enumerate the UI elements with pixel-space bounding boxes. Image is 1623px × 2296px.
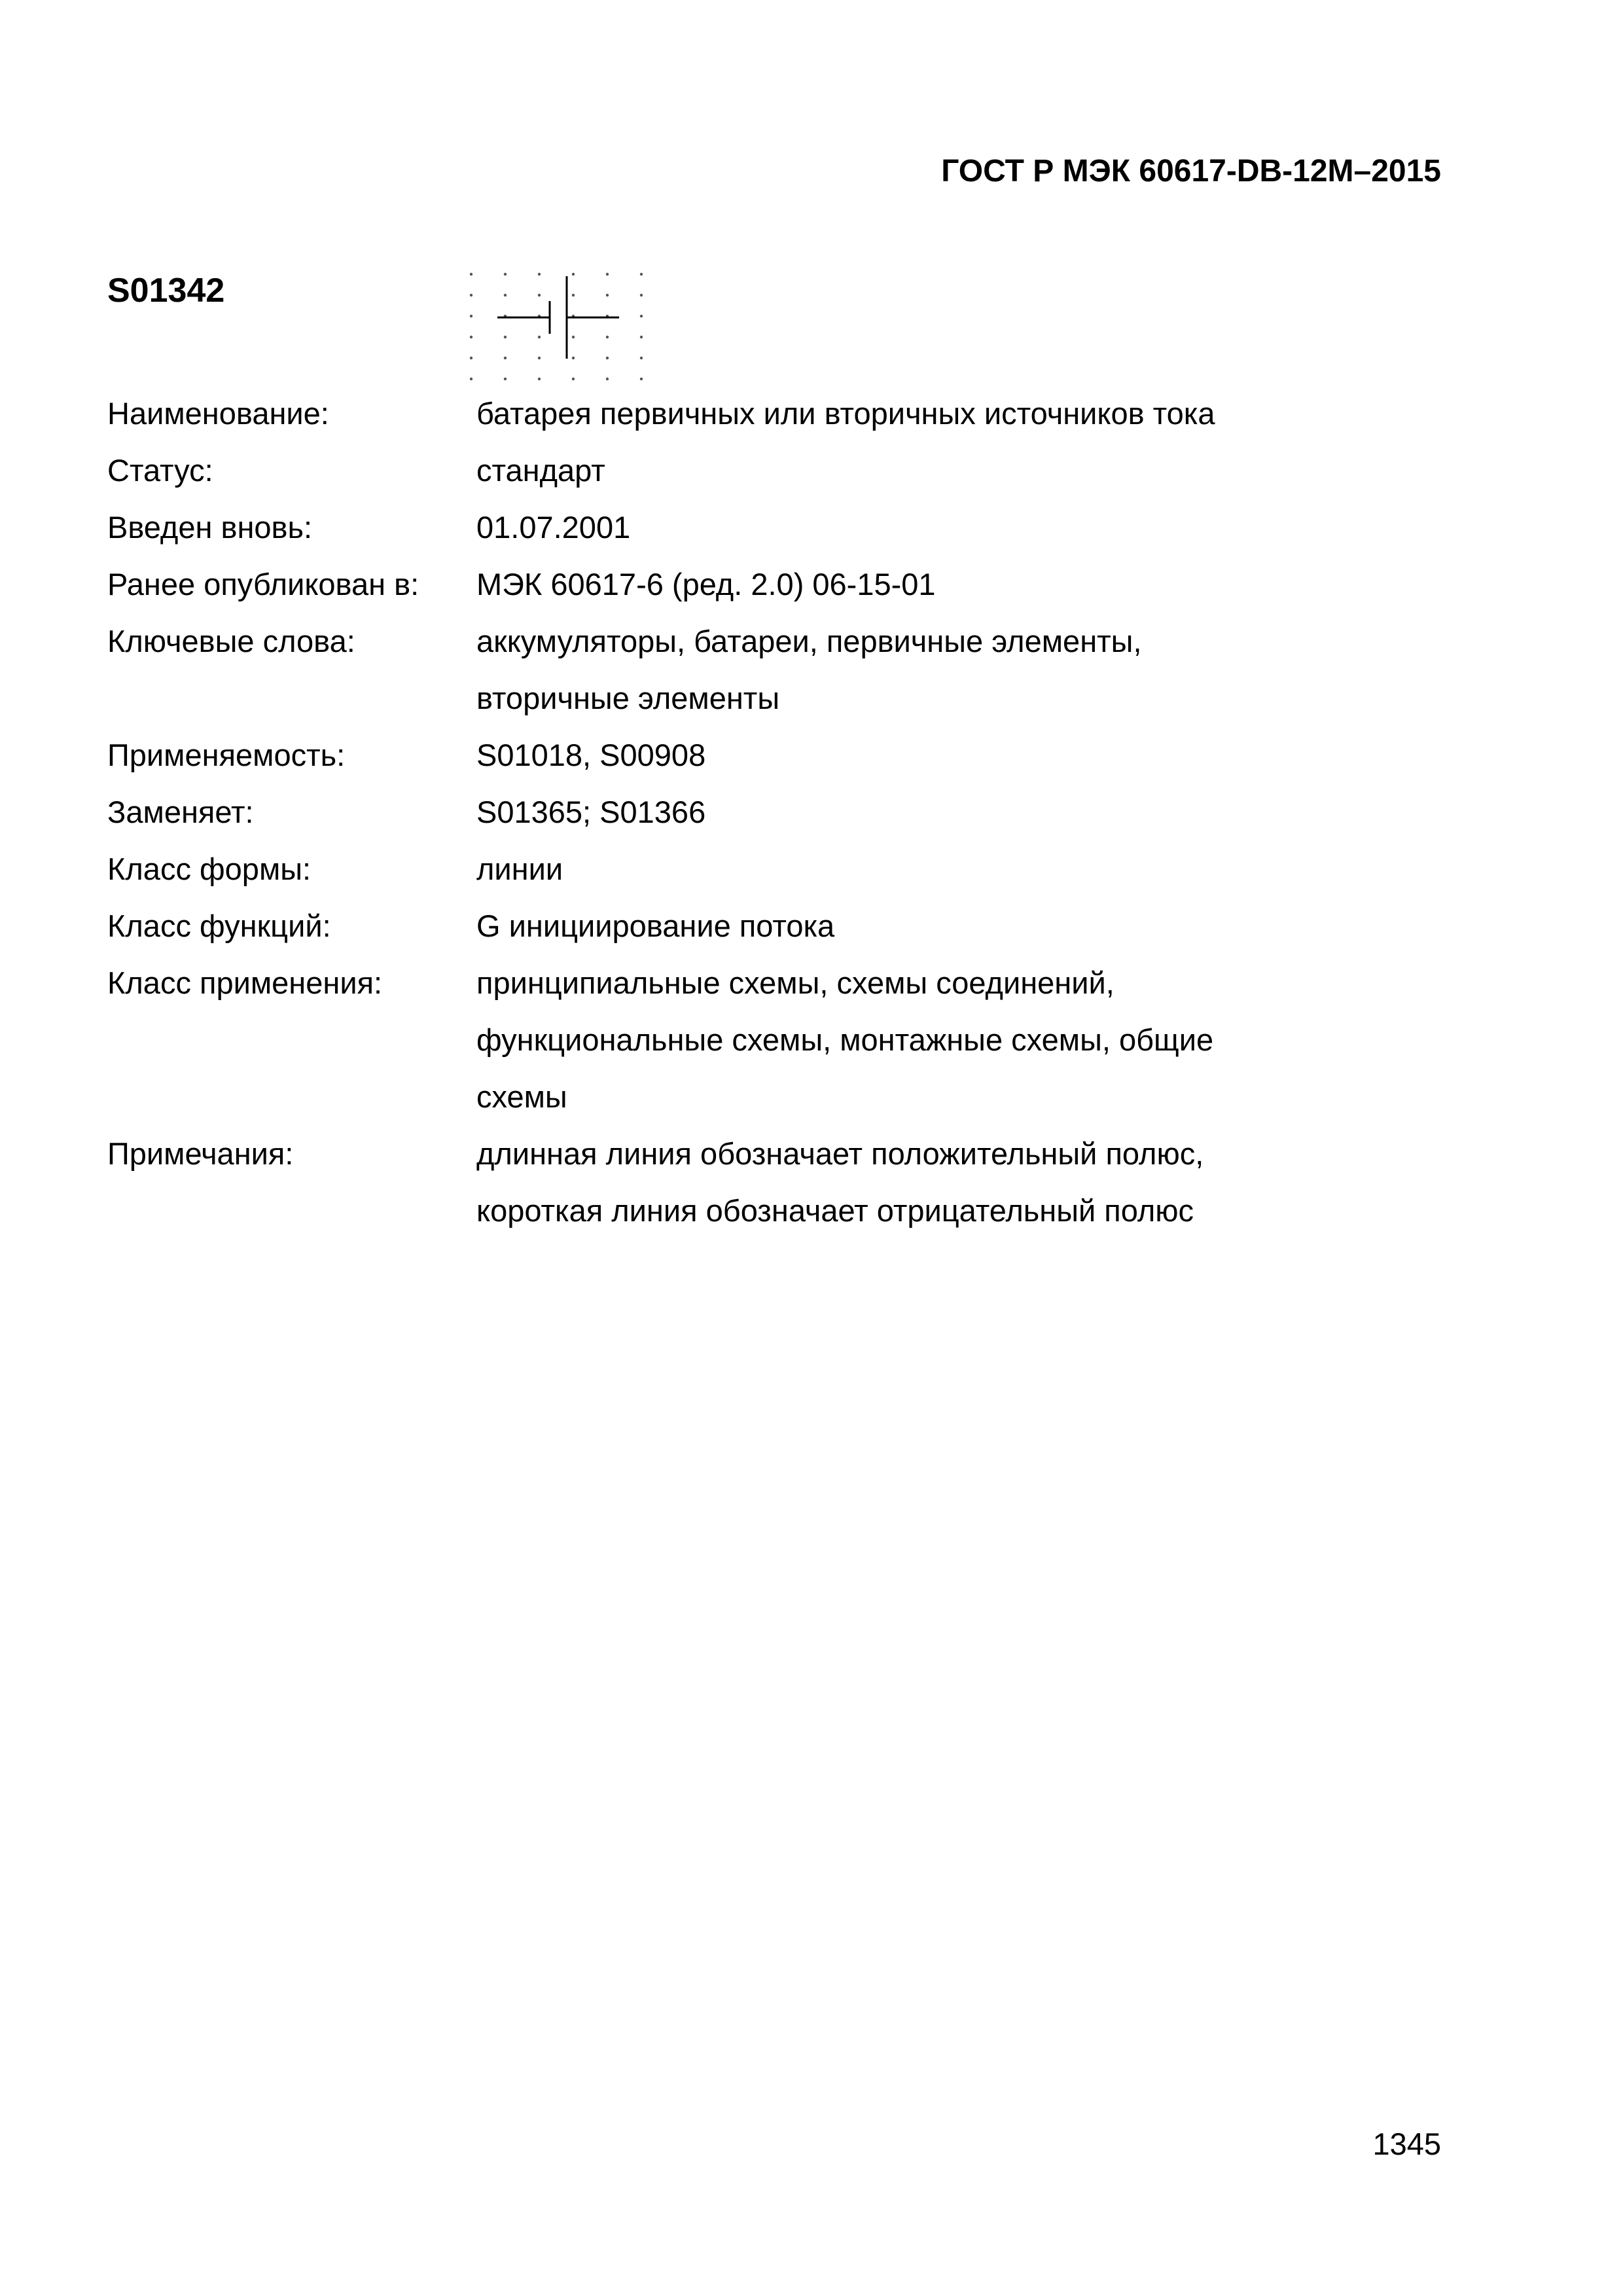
- property-row: [107, 499, 1482, 556]
- grid-dot: [538, 294, 541, 296]
- property-value-line: функциональные схемы, монтажные схемы, общие: [476, 1022, 1214, 1057]
- property-row: [107, 783, 1482, 840]
- property-value-line: линии: [476, 852, 563, 886]
- grid-dot: [470, 357, 473, 359]
- grid-dot: [538, 378, 541, 380]
- battery-symbol-strokes: [497, 276, 619, 359]
- grid-dot: [640, 294, 643, 296]
- property-value-line: МЭК 60617-6 (ред. 2.0) 06-15-01: [476, 567, 936, 601]
- property-value-line: длинная линия обозначает положительный полюс,: [476, 1136, 1204, 1171]
- property-value-line: схемы: [476, 1079, 567, 1114]
- grid-dot: [504, 357, 507, 359]
- property-value-line: батарея первичных или вторичных источников тока: [476, 396, 1215, 431]
- property-label: Введен вновь:: [107, 510, 313, 545]
- grid-dot: [606, 336, 609, 338]
- property-value-line: короткая линия обозначает отрицательный полюс: [476, 1193, 1194, 1228]
- grid-dot: [470, 273, 473, 276]
- grid-dot: [470, 378, 473, 380]
- grid-dot: [504, 378, 507, 380]
- grid-dot: [640, 273, 643, 276]
- grid-dot: [606, 294, 609, 296]
- property-label: Класс функций:: [107, 908, 331, 943]
- grid-dot: [640, 336, 643, 338]
- property-value-line: G инициирование потока: [476, 908, 835, 943]
- property-label: Ключевые слова:: [107, 624, 355, 658]
- grid-dot: [538, 357, 541, 359]
- property-row: [107, 897, 1482, 954]
- property-label: Примечания:: [107, 1136, 294, 1171]
- grid-dot: [504, 273, 507, 276]
- symbol-properties: [107, 385, 1482, 1239]
- property-value-line: принципиальные схемы, схемы соединений,: [476, 965, 1115, 1000]
- property-label: Статус:: [107, 453, 213, 488]
- property-value: [476, 1125, 1482, 1239]
- property-label: Применяемость:: [107, 738, 346, 772]
- property-label: Класс применения:: [107, 965, 383, 1000]
- symbol-grid-dots: [470, 273, 643, 380]
- grid-dot: [572, 294, 575, 296]
- property-value: [476, 726, 1482, 783]
- grid-dot: [572, 273, 575, 276]
- property-value: [476, 897, 1482, 954]
- grid-dot: [504, 336, 507, 338]
- property-row: [107, 954, 1482, 1125]
- property-value: [476, 613, 1482, 726]
- grid-dot: [538, 336, 541, 338]
- grid-dot: [640, 357, 643, 359]
- property-label: Класс формы:: [107, 852, 312, 886]
- property-label: Наименование:: [107, 396, 329, 431]
- property-value-line: S01365; S01366: [476, 795, 706, 829]
- grid-dot: [504, 294, 507, 296]
- grid-dot: [606, 357, 609, 359]
- property-label: Заменяет:: [107, 795, 254, 829]
- property-row: [107, 613, 1482, 726]
- grid-dot: [606, 273, 609, 276]
- property-value-line: стандарт: [476, 453, 605, 488]
- property-row: [107, 385, 1482, 442]
- property-row: [107, 1125, 1482, 1239]
- property-value: [476, 783, 1482, 840]
- grid-dot: [606, 378, 609, 380]
- grid-dot: [538, 273, 541, 276]
- property-value: [476, 385, 1482, 442]
- property-row: [107, 442, 1482, 499]
- symbol-id: S01342: [107, 272, 225, 310]
- grid-dot: [470, 315, 473, 317]
- property-value: [476, 499, 1482, 556]
- grid-dot: [640, 378, 643, 380]
- standard-code: ГОСТ Р МЭК 60617-DB-12M–2015: [941, 154, 1441, 188]
- property-value-line: аккумуляторы, батареи, первичные элементы,: [476, 624, 1142, 658]
- property-row: [107, 556, 1482, 613]
- battery-symbol-icon: [458, 265, 654, 389]
- grid-dot: [572, 336, 575, 338]
- property-value: [476, 556, 1482, 613]
- property-row: [107, 726, 1482, 783]
- grid-dot: [572, 378, 575, 380]
- grid-dot: [572, 357, 575, 359]
- property-value-line: вторичные элементы: [476, 681, 780, 715]
- grid-dot: [640, 315, 643, 317]
- property-label: Ранее опубликован в:: [107, 567, 419, 601]
- property-value: [476, 954, 1482, 1125]
- page-number: 1345: [1372, 2126, 1441, 2161]
- grid-dot: [470, 336, 473, 338]
- property-value: [476, 442, 1482, 499]
- grid-dot: [470, 294, 473, 296]
- property-row: [107, 840, 1482, 897]
- property-value-line: 01.07.2001: [476, 510, 631, 545]
- property-value-line: S01018, S00908: [476, 738, 706, 772]
- property-value: [476, 840, 1482, 897]
